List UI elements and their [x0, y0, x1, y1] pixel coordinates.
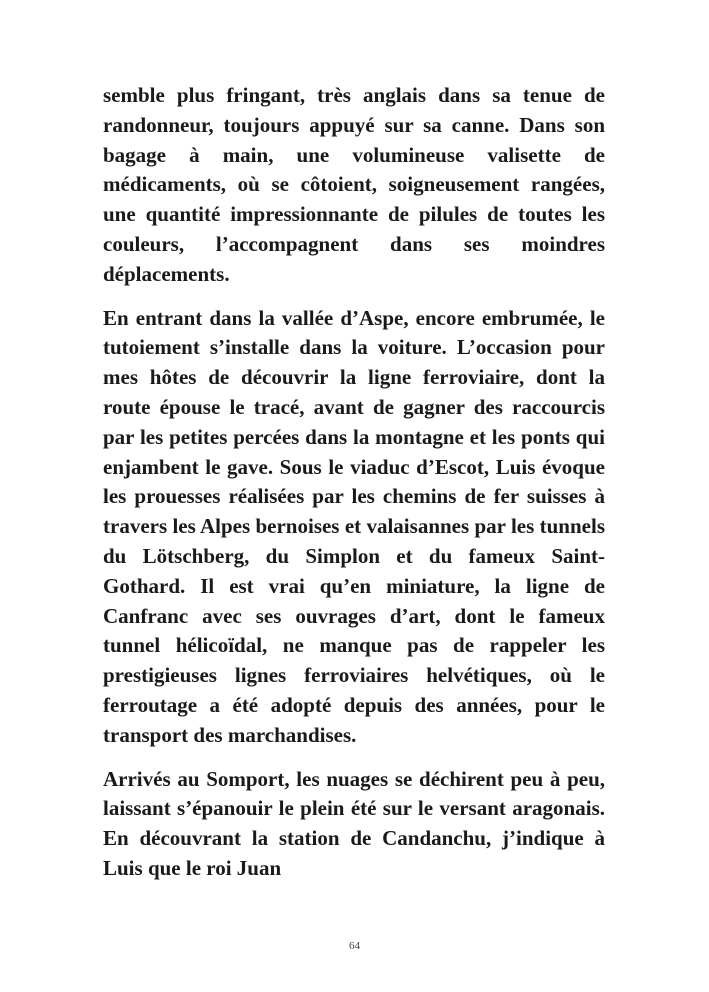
page-number: 64	[349, 940, 360, 952]
paragraph: En entrant dans la vallée d’Aspe, encore embrumée, le tutoiement s’installe dans la voiture. L’occasion pour mes hôtes de découvrir la ligne ferroviaire, dont la route épouse le tracé, avant de gagner des raccourcis par les petites percées dans la montagne et les ponts qui enjambent le gave. Sous le viaduc d’Escot, Luis évoque les prouesses réalisées par les chemins de fer suisses à travers les Alpes bernoises et valaisannes par les tunnels du Lötschberg, du Simplon et du fameux Saint-Gothard. Il est vrai qu’en miniature, la ligne de Canfranc avec ses ouvrages d’art, dont le fameux tunnel hélicoïdal, ne manque pas de rappeler les prestigieuses lignes ferroviaires helvétiques, où le ferroutage a été adopté depuis des années, pour le transport des marchandises.	[103, 305, 605, 747]
page-body	[103, 81, 605, 898]
paragraph: Arrivés au Somport, les nuages se déchirent peu à peu, laissant s’épanouir le plein été sur le versant aragonais. En découvrant la station de Candanchu, j’indique à Luis que le roi Juan	[103, 766, 605, 880]
paragraph: semble plus fringant, très anglais dans sa tenue de randonneur, toujours appuyé sur sa canne. Dans son bagage à main, une volumineuse valisette de médicaments, où se côtoient, soigneusement rangées, une quantité impressionnante de pilules de toutes les couleurs, l’accompagnent dans ses moindres déplacements.	[103, 83, 605, 286]
